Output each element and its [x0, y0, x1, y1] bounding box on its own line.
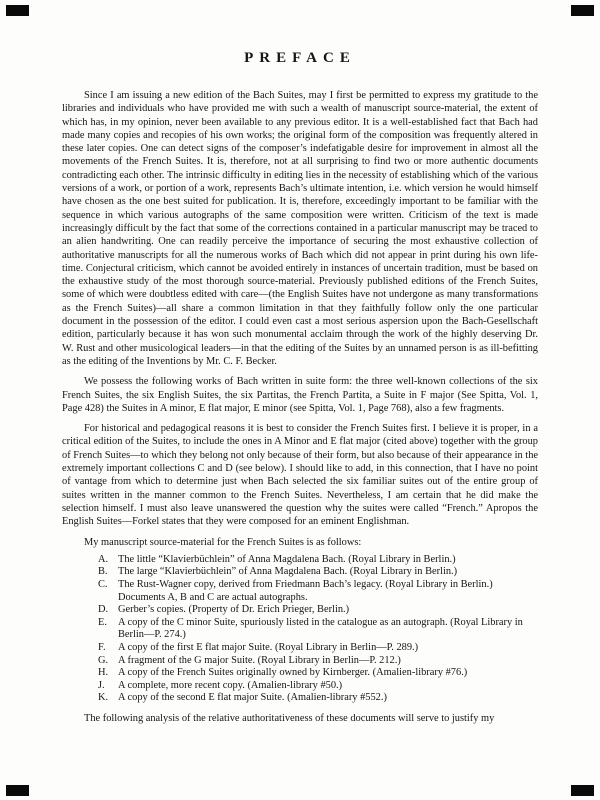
source-item-text: A copy of the second E flat major Suite. (Amalien-library #552.) [118, 692, 387, 704]
source-item-label [98, 592, 118, 605]
source-item-label: D. [98, 604, 109, 616]
autographs-note [98, 592, 538, 605]
source-item-f [98, 642, 538, 655]
source-item-text: A copy of the first E flat major Suite. (Royal Library in Berlin—P. 289.) [118, 641, 419, 653]
source-item-text: A copy of the French Suites originally owned by Kirnberger. (Amalien-library #76.) [118, 667, 468, 679]
source-list-intro: My manuscript source-material for the French Suites is as follows: [84, 536, 362, 548]
source-item-text: Gerber’s copies. (Property of Dr. Erich Prieger, Berlin.) [118, 604, 350, 616]
source-item-label: C. [98, 578, 108, 590]
source-item-label: G. [98, 654, 109, 666]
source-item-b [98, 566, 538, 579]
source-item-text: A fragment of the G major Suite. (Royal Library in Berlin—P. 212.) [118, 654, 401, 666]
source-item-label: K. [98, 692, 109, 704]
page-title: PREFACE [244, 50, 356, 66]
source-item-label: A. [98, 553, 109, 565]
corner-registration-mark-bottom-right [571, 785, 594, 796]
source-item-j [98, 680, 538, 693]
source-item-text: The large “Klavierbüchlein” of Anna Magdalena Bach. (Royal Library in Berlin.) [118, 566, 458, 578]
source-item-label: J. [98, 679, 105, 691]
paragraph-gratitude: Since I am issuing a new edition of the Bach Suites, may I first be permitted to express my gratitude to the libraries and individuals who have provided me with such a wealth of manuscript source-material, the extent of which has, in my opinion, never been available to any previous editor. It is a well-established fact that Bach had made many copies and recopies of his own works; the original form of the composition was frequently altered in these later copies. One can detect signs of the composer’s indefatigable desire for improvement in almost all the movements of the French Suites. It is, therefore, not at all surprising to find two or more authentic documents contradicting each other. The intrinsic difficulty in editing lies in the necessity of establishing which of the various versions of a work, or portion of a work, represents Bach’s ultimate intention, i.e. which version he would himself have chosen as the one best suited for publication. It is, therefore, exceedingly important to be familiar with the sequence in which various autographs of the same composition were written. Criticism of the text is made increasingly difficult by the fact that some of the corrections contained in a particular manuscript may be traced to an alien handwriting. One can readily perceive the importance of securing the most exhaustive collection of authoritative manuscripts for all the numerous works of Bach which did not appear in print during his own life-time. Conjectural criticism, which cannot be avoided entirely in instances of uncertain tradition, must be based on the exhaustive study of the most thorough source-material. Previously published editions of the French Suites, some of which were doubtless edited with care—(the English Suites have not undergone as many transformations as the French Suites)—all share a common limitation in that they faithfully follow only the one particular document in the possession of the editor. I could even cast a most serious aspersion upon the Bach-Gesellschaft edition, particularly because it has won such monumental acclaim through the work of the highly deserving Dr. W. Rust and other musicological leaders—in that the editing of the Suites by an unnamed person is as ill-befitting as the editing of the Inventions by Mr. C. F. Becker. [62, 90, 538, 367]
source-item-k [98, 692, 538, 705]
source-item-h [98, 667, 538, 680]
source-item-text: A copy of the C minor Suite, spuriously listed in the catalogue as an autograph. (Royal Library in Berlin—P. 274.) [118, 616, 523, 641]
source-item-label: B. [98, 566, 108, 578]
source-item-e [98, 617, 538, 642]
source-item-text: The Rust-Wagner copy, derived from Friedmann Bach’s legacy. (Royal Library in Berlin.) [118, 578, 493, 590]
corner-registration-mark-top-right [571, 5, 594, 16]
paragraph-french-suites-first: For historical and pedagogical reasons it is best to consider the French Suites first. I believe it is proper, in a critical edition of the Suites, to include the ones in A Minor and E flat major (cited above) together with the group of French Suites—to which they belong not only because of their form, but also because of their appearance in the extremely important collections C and D (see below). I should like to add, in this connection, that I have no point of vantage from which to determine just when Bach selected the six familiar suites out of the entire group of suites written in the manner common to the French Suites. Nevertheless, I am certain that he did make the selection himself. I must also leave unanswered the question why the suites were called “French.” Apropos the English Suites—Forkel states that they were composed for an eminent Englishman. [62, 423, 538, 528]
source-item-a [98, 554, 538, 567]
source-item-d [98, 604, 538, 617]
paragraph-suite-works: We possess the following works of Bach written in suite form: the three well-known collections of the six French Suites, the six English Suites, the six Partitas, the French Partita, a Suite in F major (See Spitta, Vol. 1, Page 428) the Suites in A minor, E flat major, E minor (see Spitta, Vol. 1, Page 768), also a few fragments. [62, 376, 538, 414]
source-item-label: F. [98, 641, 106, 653]
source-item-label: E. [98, 616, 107, 628]
page-content [62, 50, 538, 725]
closing-paragraph: The following analysis of the relative authoritativeness of these documents will serve to justify my [84, 712, 495, 724]
source-item-g [98, 655, 538, 668]
source-item-text: The little “Klavierbüchlein” of Anna Magdalena Bach. (Royal Library in Berlin.) [118, 553, 456, 565]
manuscript-source-list [98, 554, 538, 705]
corner-registration-mark-bottom-left [6, 785, 29, 796]
source-item-text: Documents A, B and C are actual autographs. [118, 591, 308, 603]
source-item-c [98, 579, 538, 592]
source-item-text: A complete, more recent copy. (Amalien-library #50.) [118, 679, 343, 691]
corner-registration-mark-top-left [6, 5, 29, 16]
source-item-label: H. [98, 667, 109, 679]
